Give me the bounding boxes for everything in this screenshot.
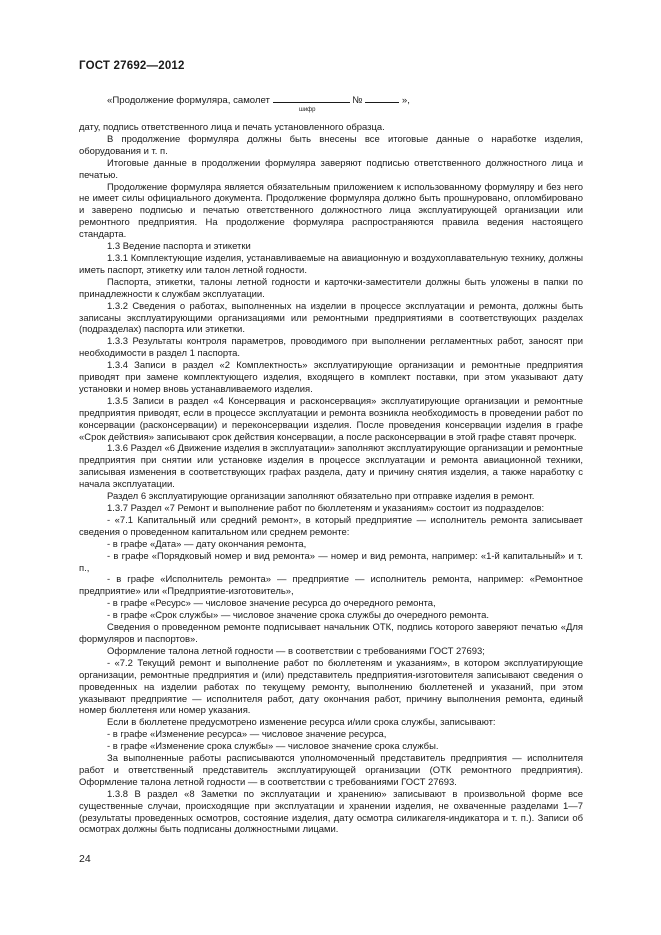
paragraph: Паспорта, этикетки, талоны летной годности и карточки-заместители должны быть уложены в папки по принадлежности к службам эксплуатации. xyxy=(79,276,583,300)
paragraph: 1.3.2 Сведения о работах, выполненных на изделии в процессе эксплуатации и ремонта, должны быть записаны эксплуатирующими организациями или ремонтными предприятиями в соответствующих разделах (подразделах) паспорта или этикетки. xyxy=(79,300,583,336)
continuation-prefix: «Продолжение формуляра, самолет xyxy=(107,95,270,106)
paragraph: В продолжение формуляра должны быть внесены все итоговые данные о наработке изделия, оборудования и т. п. xyxy=(79,133,583,157)
continuation-suffix: », xyxy=(401,95,410,106)
paragraph: За выполненные работы расписываются уполномоченный представитель предприятия — исполнителя работ и ответственный представитель эксплуатирующей организации (ОТК ремонтного предприятия). Оформление талона летной годности — в соответствии с требованиями ГОСТ 27693. xyxy=(79,753,583,788)
paragraph: 1.3.7 Раздел «7 Ремонт и выполнение работ по бюллетеням и указаниям» состоит из подразделов: xyxy=(107,503,545,514)
paragraph: 1.3.6 Раздел «6 Движение изделия в эксплуатации» заполняют эксплуатирующие организации и ремонтные предприятия при снятии или установке изделия в процессе эксплуатации и ремонта авиационной техники, записывая изменения в соответствующих графах раздела, дату и причину снятия изделия, а также наработку с начала эксплуатации. xyxy=(79,443,583,491)
paragraph: Оформление талона летной годности — в соответствии с требованиями ГОСТ 27693; xyxy=(107,645,485,657)
list-item: - в графе «Изменение срока службы» — числовое значение срока службы. xyxy=(107,741,439,753)
body-text xyxy=(79,122,583,836)
paragraph: дату, подпись ответственного лица и печать установленного образца. xyxy=(79,122,385,133)
standard-header: ГОСТ 27692—2012 xyxy=(79,60,185,72)
list-item: - в графе «Срок службы» — числовое значение срока службы до очередного ремонта. xyxy=(107,610,489,622)
paragraph: Если в бюллетене предусмотрено изменение ресурса и/или срока службы, записывают: xyxy=(107,717,496,729)
paragraph: 1.3.3 Результаты контроля параметров, проводимого при выполнении регламентных работ, заносят при необходимости в раздел 1 паспорта. xyxy=(79,336,583,360)
number-sign: № xyxy=(352,95,363,106)
paragraph: Раздел 6 эксплуатирующие организации заполняют обязательно при отправке изделия в ремонт. xyxy=(107,491,535,503)
paragraph: Итоговые данные в продолжении формуляра заверяют подписью ответственного должностного лица и печатью. xyxy=(79,157,583,181)
paragraph: 1.3.4 Записи в раздел «2 Комплектность» эксплуатирующие организации и ремонтные предприятия приводят при замене комплектующего изделия, входящего в комплект поставки, при этом указывают дату установки и номер вновь устанавливаемого изделия. xyxy=(79,360,583,395)
section-heading: 1.3 Ведение паспорта и этикетки xyxy=(107,241,251,253)
continuation-line xyxy=(107,93,410,106)
aircraft-number-blank xyxy=(365,93,399,103)
paragraph: Продолжение формуляра является обязательным приложением к использованному формуляру и без него не имеет силы официального документа. Продолжение формуляра должно быть прошнуровано, опломбировано и заверено подписью и печатью ответственного должностного лица эксплуатирующей организации или ремонтного предприятия. На продолжение формуляра распространяются правила ведения настоящего стандарта. xyxy=(79,181,583,241)
aircraft-cipher-blank xyxy=(273,93,350,103)
paragraph: 1.3.5 Записи в раздел «4 Консервация и расконсервация» эксплуатирующие организации и ремонтные предприятия приводят, если в процессе эксплуатации и ремонта возникла необходимость в проведении работ по консервации (расконсервации) и переконсервации изделия. После проведения консервации изделия в графе «Срок действия» записывают срок действия консервации, а после расконсервации в этой графе ставят прочерк. xyxy=(79,395,583,443)
list-item: - в графе «Ресурс» — числовое значение ресурса до очередного ремонта, xyxy=(107,598,436,610)
paragraph: 1.3.1 Комплектующие изделия, устанавливаемые на авиационную и воздухоплавательную технику, должны иметь паспорт, этикетку или талон летной годности. xyxy=(79,252,583,276)
list-item: - «7.1 Капитальный или средний ремонт», в который предприятие — исполнитель ремонта записывает сведения о проведенном капитальном или среднем ремонте: xyxy=(79,514,583,538)
paragraph: Сведения о проведенном ремонте подписывает начальник ОТК, подпись которого заверяют печатью «Для формуляров и паспортов». xyxy=(79,622,583,645)
list-item: - в графе «Исполнитель ремонта» — предприятие — исполнитель ремонта, например: «Ремонтное предприятие» или «Предприятие-изготовитель», xyxy=(79,574,583,598)
list-item: - в графе «Изменение ресурса» — числовое значение ресурса, xyxy=(107,729,387,741)
list-item: - «7.2 Текущий ремонт и выполнение работ по бюллетеням и указаниям», в котором эксплуатирующие организации, ремонтные предприятия и (или) представитель предприятия-изготовителя записывают сведения о проведенных на изделии работах по текущему ремонту, выполнению бюллетеней и указаний, при этом указывают предприятие — исполнителя работ, дату окончания работ, причину выполнения ремонта, единый номер бюллетеня или номер указания. xyxy=(79,657,583,717)
list-item: - в графе «Порядковый номер и вид ремонта» — номер и вид ремонта, например: «1-й капитальный» и т. п., xyxy=(79,550,583,574)
page-number: 24 xyxy=(79,853,91,865)
list-item: - в графе «Дата» — дату окончания ремонта, xyxy=(107,538,307,550)
cipher-caption: шифр xyxy=(299,107,316,113)
paragraph: 1.3.8 В раздел «8 Заметки по эксплуатации и хранению» записывают в произвольной форме все существенные случаи, происходящие при эксплуатации и хранении изделия, не охваченные разделами 1—7 (результаты проведенных осмотров, состояние изделия, дату осмотра силикагеля-индикатора и т. п.). Записи об осмотрах должны быть подписаны должностными лицами. xyxy=(79,788,583,836)
